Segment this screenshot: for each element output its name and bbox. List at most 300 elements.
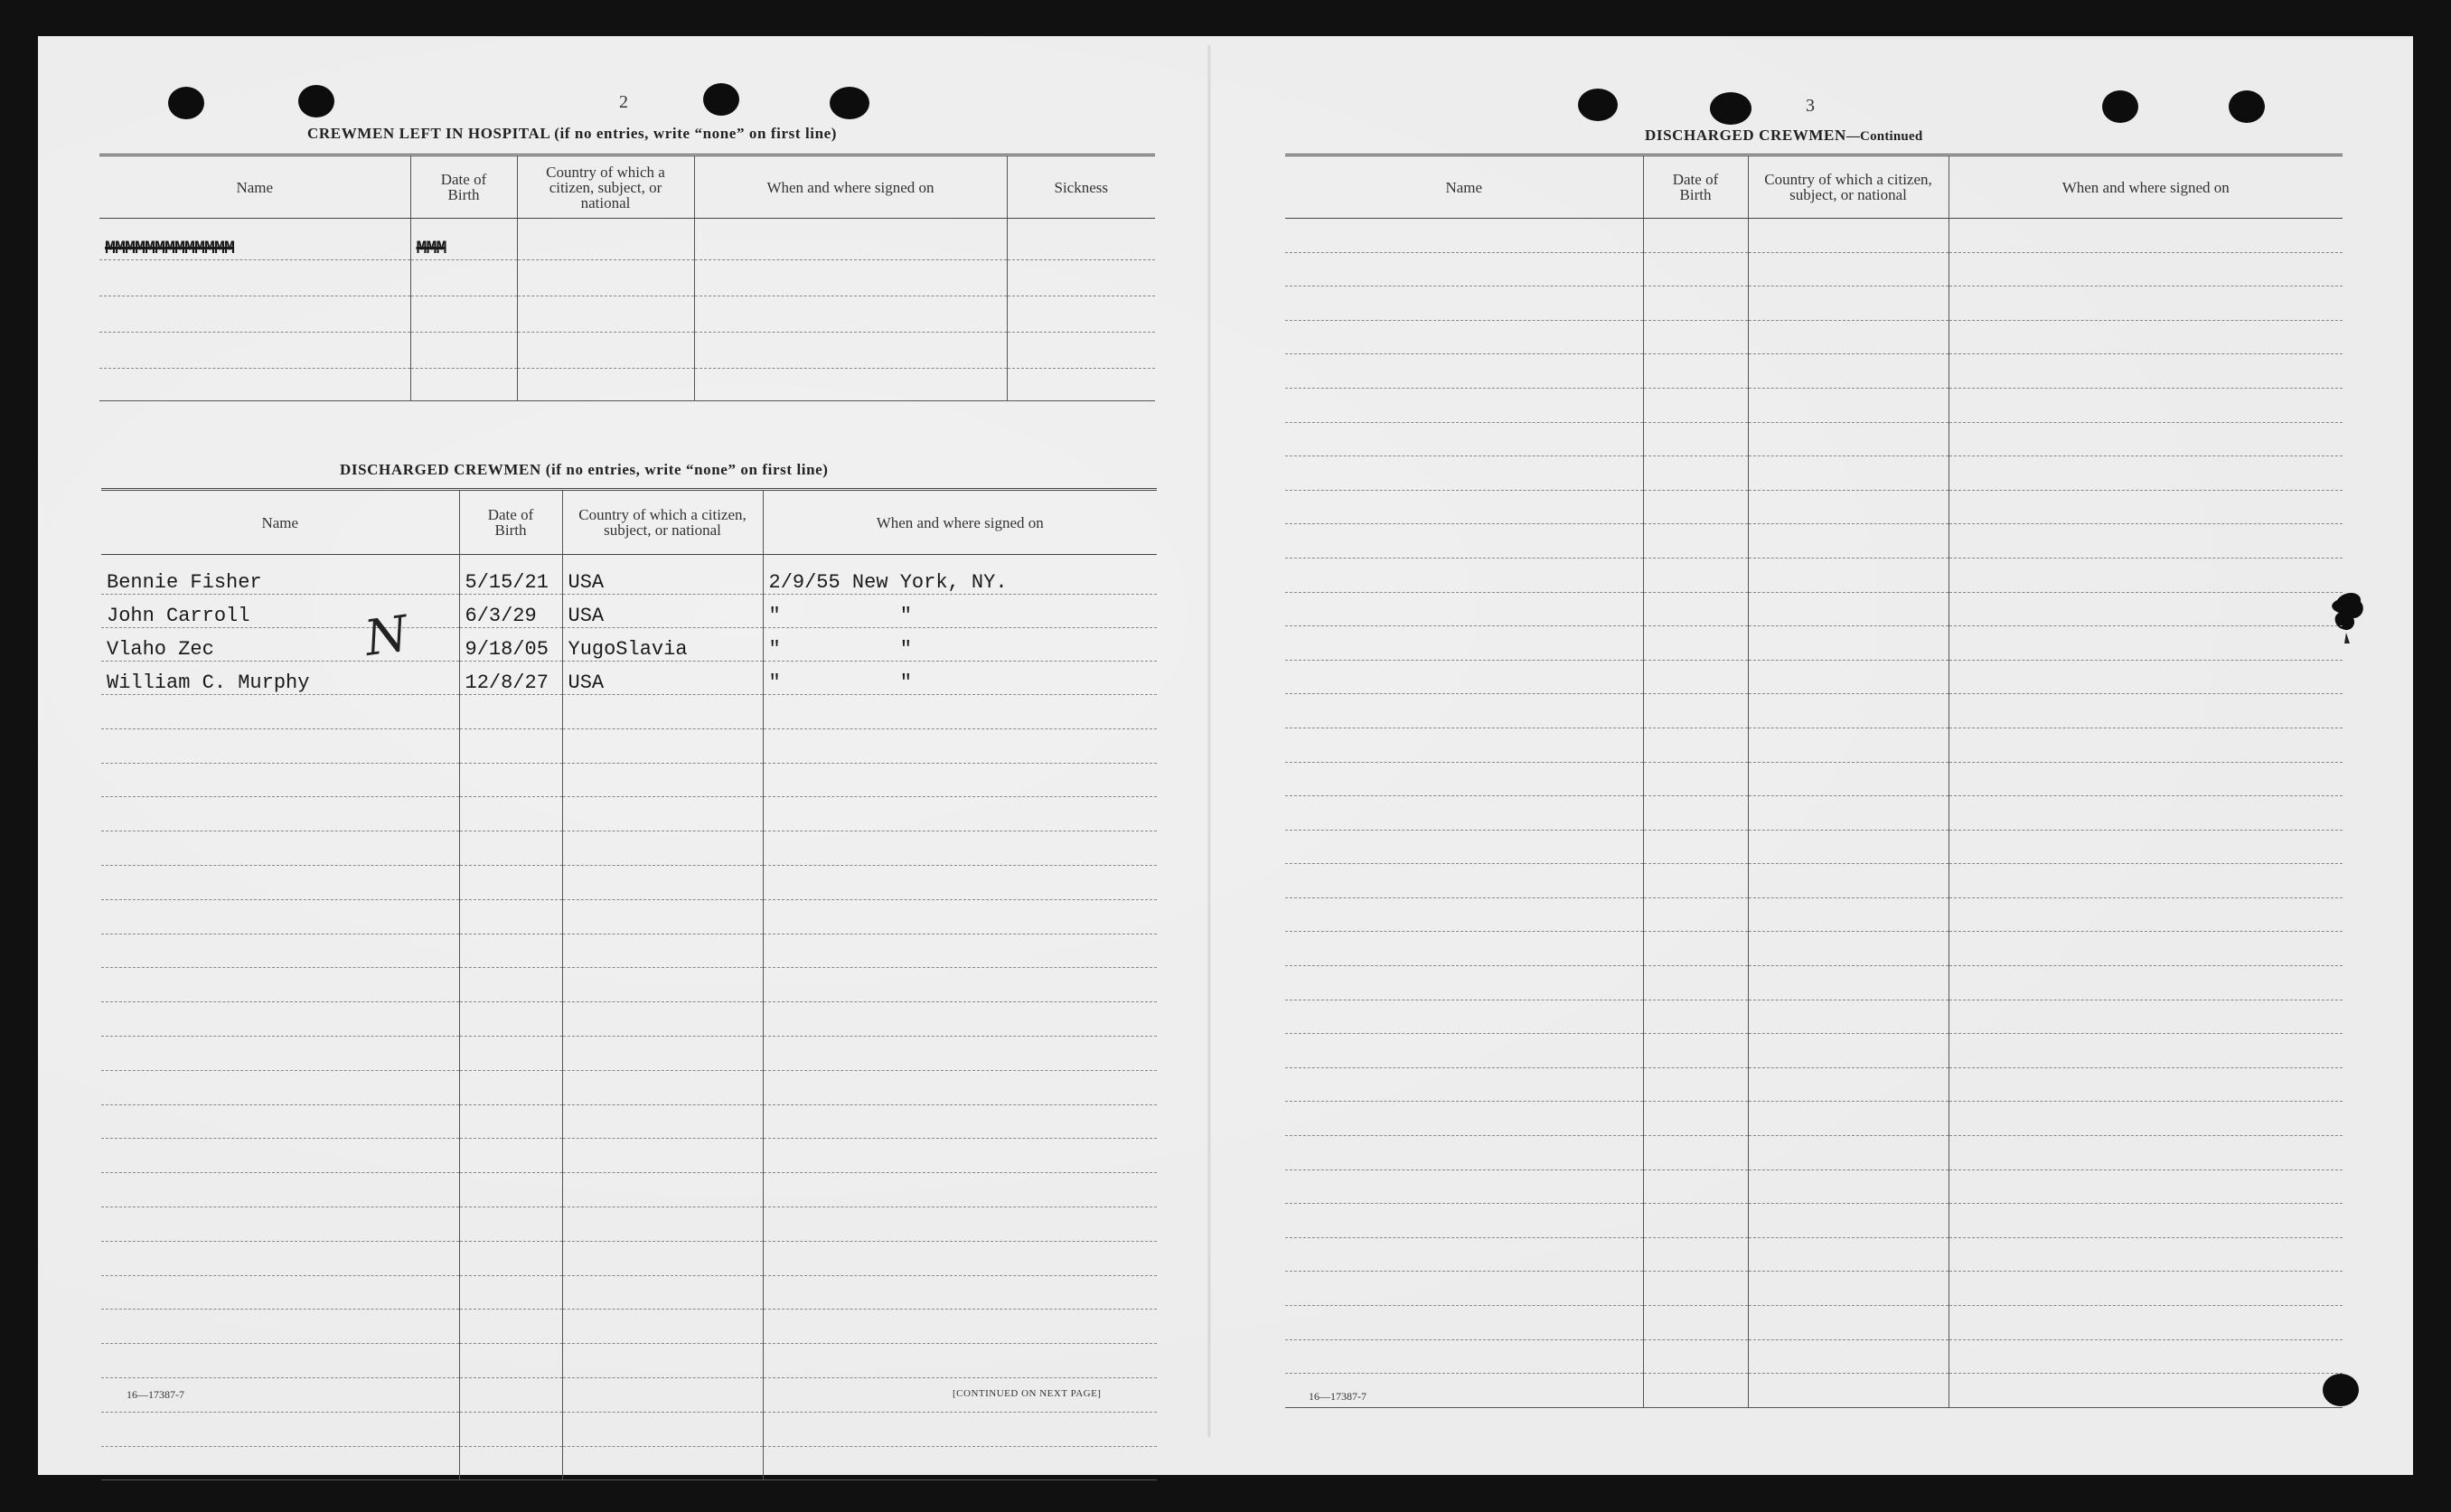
- blank-ruled-row: [101, 1412, 1157, 1446]
- discharged-table: [101, 488, 1157, 1480]
- blank-cell: [1285, 1204, 1643, 1238]
- blank-cell: [101, 1310, 459, 1344]
- blank-cell: [1643, 1136, 1748, 1170]
- blank-cell: [101, 865, 459, 899]
- blank-cell: [1748, 219, 1949, 253]
- blank-cell: [1285, 1067, 1643, 1102]
- blank-ruled-row: [1285, 320, 2343, 354]
- blank-cell: [1748, 1374, 1949, 1408]
- crew-country: USA: [562, 555, 763, 595]
- hospital-section-title: CREWMEN LEFT IN HOSPITAL (if no entries, write “none” on first line): [307, 125, 838, 142]
- table-row: [99, 369, 1155, 401]
- blank-ruled-row: [1285, 252, 2343, 286]
- blank-cell: [1949, 1339, 2343, 1374]
- blank-cell: [1643, 728, 1748, 762]
- blank-ruled-row: [101, 899, 1157, 934]
- blank-ruled-row: [101, 968, 1157, 1002]
- blank-cell: [1748, 1067, 1949, 1102]
- blank-cell: [562, 1446, 763, 1480]
- blank-cell: [1643, 252, 1748, 286]
- blank-ruled-row: [1285, 762, 2343, 796]
- punch-hole: [2229, 90, 2265, 123]
- blank-cell: [101, 1139, 459, 1173]
- blank-cell: [562, 797, 763, 831]
- blank-cell: [1643, 1000, 1748, 1034]
- blank-cell: [1748, 762, 1949, 796]
- blank-cell: [1748, 626, 1949, 661]
- blank-cell: [1748, 1136, 1949, 1170]
- blank-cell: [562, 1002, 763, 1037]
- blank-cell: [562, 1412, 763, 1446]
- blank-cell: [763, 968, 1157, 1002]
- form-code-right: 16—17387-7: [1309, 1390, 1366, 1403]
- blank-cell: [1949, 456, 2343, 491]
- blank-cell: [459, 1036, 562, 1070]
- blank-cell: [1285, 592, 1643, 626]
- blank-cell: [562, 1241, 763, 1275]
- blank-ruled-row: [1285, 626, 2343, 661]
- blank-ruled-row: [1285, 354, 2343, 389]
- blank-cell: [1285, 1339, 1643, 1374]
- crew-signed-on: " ": [763, 662, 1157, 695]
- blank-cell: [1949, 796, 2343, 831]
- crew-name: Vlaho Zec: [101, 628, 459, 662]
- blank-cell: [1949, 524, 2343, 559]
- blank-cell: [763, 831, 1157, 866]
- blank-cell: [1643, 897, 1748, 932]
- blank-ruled-row: [1285, 660, 2343, 694]
- blank-cell: [763, 1070, 1157, 1104]
- blank-cell: [101, 934, 459, 968]
- col-header-dob: Date of Birth: [410, 155, 517, 219]
- struck-dob: MMM: [416, 239, 446, 259]
- table-row: [101, 555, 1157, 595]
- blank-cell: [1949, 1237, 2343, 1272]
- table-row: [99, 333, 1155, 369]
- punch-hole: [830, 87, 869, 119]
- blank-ruled-row: [101, 1241, 1157, 1275]
- crew-signed-on: " ": [763, 628, 1157, 662]
- table-row: [99, 260, 1155, 296]
- blank-cell: [459, 1310, 562, 1344]
- blank-cell: [459, 728, 562, 763]
- crew-signed-on: " ": [763, 595, 1157, 628]
- blank-cell: [1748, 524, 1949, 559]
- blank-cell: [1285, 490, 1643, 524]
- blank-ruled-row: [1285, 1102, 2343, 1136]
- blank-cell: [1643, 966, 1748, 1000]
- blank-cell: [1748, 796, 1949, 831]
- blank-ruled-row: [1285, 1169, 2343, 1204]
- blank-cell: [1949, 490, 2343, 524]
- blank-cell: [1949, 864, 2343, 898]
- blank-cell: [1643, 1204, 1748, 1238]
- blank-cell: [1748, 1034, 1949, 1068]
- blank-cell: [1285, 558, 1643, 592]
- blank-cell: [1949, 354, 2343, 389]
- blank-cell: [1643, 219, 1748, 253]
- crew-country: YugoSlavia: [562, 628, 763, 662]
- blank-cell: [763, 899, 1157, 934]
- blank-cell: [1285, 626, 1643, 661]
- blank-cell: [101, 1173, 459, 1207]
- crew-dob: 5/15/21: [459, 555, 562, 595]
- punch-hole: [1578, 89, 1618, 121]
- col-header-signed-on: When and where signed on: [763, 490, 1157, 555]
- blank-cell: [562, 1173, 763, 1207]
- crew-name: Bennie Fisher: [101, 555, 459, 595]
- blank-cell: [1643, 626, 1748, 661]
- blank-cell: [1285, 354, 1643, 389]
- blank-cell: [1748, 490, 1949, 524]
- blank-cell: [1285, 1169, 1643, 1204]
- blank-cell: [1285, 694, 1643, 728]
- blank-cell: [1949, 592, 2343, 626]
- blank-cell: [562, 831, 763, 866]
- blank-ruled-row: [101, 1310, 1157, 1344]
- blank-ruled-row: [101, 831, 1157, 866]
- blank-cell: [1643, 1034, 1748, 1068]
- blank-cell: [763, 934, 1157, 968]
- blank-cell: [763, 1241, 1157, 1275]
- blank-ruled-row: [1285, 456, 2343, 491]
- table-row: [99, 219, 1155, 260]
- blank-cell: [101, 1002, 459, 1037]
- blank-cell: [459, 1139, 562, 1173]
- blank-cell: [459, 797, 562, 831]
- punch-hole: [298, 85, 334, 117]
- blank-cell: [459, 1344, 562, 1378]
- blank-ruled-row: [101, 728, 1157, 763]
- blank-cell: [1643, 320, 1748, 354]
- blank-ruled-row: [101, 865, 1157, 899]
- blank-cell: [763, 695, 1157, 729]
- blank-cell: [1643, 1374, 1748, 1408]
- blank-ruled-row: [1285, 864, 2343, 898]
- blank-cell: [101, 1104, 459, 1139]
- blank-ruled-row: [1285, 1272, 2343, 1306]
- page-number-right: 3: [1806, 96, 1815, 116]
- blank-cell: [562, 728, 763, 763]
- blank-cell: [1748, 1102, 1949, 1136]
- blank-cell: [459, 1104, 562, 1139]
- blank-cell: [562, 899, 763, 934]
- center-fold: [1207, 45, 1211, 1437]
- blank-cell: [101, 797, 459, 831]
- col-header-country: Country of which a citizen, subject, or national: [1748, 155, 1949, 219]
- blank-cell: [101, 1241, 459, 1275]
- blank-ruled-row: [1285, 932, 2343, 966]
- blank-cell: [1748, 456, 1949, 491]
- blank-cell: [1949, 388, 2343, 422]
- blank-cell: [1285, 219, 1643, 253]
- blank-cell: [1748, 592, 1949, 626]
- col-header-signed-on: When and where signed on: [694, 155, 1007, 219]
- blank-cell: [1285, 1272, 1643, 1306]
- blank-cell: [763, 1036, 1157, 1070]
- blank-cell: [101, 1207, 459, 1241]
- col-header-country: Country of which a citizen, subject, or national: [562, 490, 763, 555]
- blank-cell: [1285, 932, 1643, 966]
- blank-cell: [1643, 932, 1748, 966]
- blank-cell: [459, 1377, 562, 1412]
- table-row: [101, 662, 1157, 695]
- blank-cell: [101, 1412, 459, 1446]
- blank-cell: [101, 1344, 459, 1378]
- blank-cell: [1748, 660, 1949, 694]
- blank-ruled-row: [1285, 1339, 2343, 1374]
- col-header-name: Name: [1285, 155, 1643, 219]
- blank-cell: [1285, 1306, 1643, 1340]
- blank-cell: [763, 728, 1157, 763]
- blank-cell: [1748, 1272, 1949, 1306]
- blank-ruled-row: [1285, 592, 2343, 626]
- blank-ruled-row: [101, 1139, 1157, 1173]
- blank-cell: [1949, 830, 2343, 864]
- col-header-dob: Date of Birth: [459, 490, 562, 555]
- crew-country: USA: [562, 595, 763, 628]
- crew-signed-on: 2/9/55 New York, NY.: [763, 555, 1157, 595]
- table-row: [101, 628, 1157, 662]
- continued-discharged-table: [1285, 154, 2343, 1408]
- blank-cell: [1949, 1374, 2343, 1408]
- blank-cell: [459, 1207, 562, 1241]
- blank-cell: [459, 865, 562, 899]
- blank-ruled-row: [101, 1104, 1157, 1139]
- blank-ruled-row: [1285, 694, 2343, 728]
- blank-cell: [1748, 1306, 1949, 1340]
- blank-cell: [1643, 1169, 1748, 1204]
- blank-cell: [1949, 1169, 2343, 1204]
- col-header-name: Name: [101, 490, 459, 555]
- discharged-section-title: DISCHARGED CREWMEN (if no entries, write “none” on first line): [340, 461, 829, 478]
- blank-cell: [459, 899, 562, 934]
- blank-cell: [1643, 456, 1748, 491]
- blank-cell: [763, 1446, 1157, 1480]
- blank-ruled-row: [101, 1344, 1157, 1378]
- blank-cell: [459, 1241, 562, 1275]
- blank-cell: [1643, 1339, 1748, 1374]
- blank-cell: [101, 1446, 459, 1480]
- blank-ruled-row: [1285, 966, 2343, 1000]
- page-number-left: 2: [619, 92, 628, 112]
- blank-cell: [1285, 1237, 1643, 1272]
- blank-cell: [101, 831, 459, 866]
- blank-cell: [562, 1377, 763, 1412]
- blank-cell: [1285, 966, 1643, 1000]
- blank-cell: [1748, 1169, 1949, 1204]
- blank-ruled-row: [1285, 1000, 2343, 1034]
- blank-cell: [1949, 762, 2343, 796]
- col-header-signed-on: When and where signed on: [1949, 155, 2343, 219]
- right-title-suffix: —Continued: [1845, 129, 1923, 144]
- blank-cell: [1748, 932, 1949, 966]
- blank-cell: [1643, 1306, 1748, 1340]
- blank-cell: [101, 1070, 459, 1104]
- blank-cell: [1643, 1102, 1748, 1136]
- blank-cell: [1748, 320, 1949, 354]
- blank-cell: [1949, 626, 2343, 661]
- blank-cell: [459, 968, 562, 1002]
- blank-cell: [459, 1173, 562, 1207]
- blank-cell: [1285, 286, 1643, 321]
- blank-cell: [1285, 1136, 1643, 1170]
- crew-dob: 12/8/27: [459, 662, 562, 695]
- crew-name: John Carroll: [101, 595, 459, 628]
- blank-cell: [763, 1412, 1157, 1446]
- blank-cell: [1748, 354, 1949, 389]
- blank-cell: [763, 1139, 1157, 1173]
- blank-cell: [1285, 1000, 1643, 1034]
- continued-note: [CONTINUED ON NEXT PAGE]: [953, 1388, 1102, 1399]
- blank-ruled-row: [101, 695, 1157, 729]
- blank-cell: [1643, 558, 1748, 592]
- blank-cell: [562, 695, 763, 729]
- blank-cell: [763, 797, 1157, 831]
- blank-cell: [763, 1275, 1157, 1310]
- blank-ruled-row: [1285, 422, 2343, 456]
- blank-cell: [1643, 490, 1748, 524]
- blank-cell: [1949, 1136, 2343, 1170]
- blank-cell: [1285, 796, 1643, 831]
- blank-cell: [763, 1173, 1157, 1207]
- col-header-dob: Date of Birth: [1643, 155, 1748, 219]
- blank-ruled-row: [101, 1446, 1157, 1480]
- blank-cell: [562, 1036, 763, 1070]
- blank-cell: [1285, 524, 1643, 559]
- col-header-name: Name: [99, 155, 410, 219]
- blank-cell: [459, 934, 562, 968]
- hospital-table: [99, 154, 1155, 401]
- blank-cell: [763, 763, 1157, 797]
- blank-cell: [1643, 660, 1748, 694]
- blank-cell: [562, 1104, 763, 1139]
- blank-cell: [562, 1310, 763, 1344]
- blank-cell: [1643, 524, 1748, 559]
- blank-cell: [1748, 558, 1949, 592]
- blank-cell: [763, 1344, 1157, 1378]
- blank-cell: [1643, 422, 1748, 456]
- blank-ruled-row: [1285, 1306, 2343, 1340]
- blank-cell: [1949, 897, 2343, 932]
- blank-ruled-row: [1285, 388, 2343, 422]
- blank-cell: [1285, 388, 1643, 422]
- blank-ruled-row: [101, 797, 1157, 831]
- col-header-country: Country of which a citizen, subject, or national: [517, 155, 694, 219]
- blank-cell: [101, 728, 459, 763]
- blank-cell: [562, 1275, 763, 1310]
- blank-cell: [1643, 1067, 1748, 1102]
- blank-cell: [101, 763, 459, 797]
- blank-ruled-row: [1285, 830, 2343, 864]
- blank-cell: [1748, 1237, 1949, 1272]
- blank-cell: [1949, 1067, 2343, 1102]
- blank-cell: [1748, 252, 1949, 286]
- blank-cell: [1643, 354, 1748, 389]
- blank-cell: [1643, 1272, 1748, 1306]
- blank-cell: [1949, 286, 2343, 321]
- blank-cell: [1748, 728, 1949, 762]
- blank-cell: [459, 831, 562, 866]
- crew-dob: 9/18/05: [459, 628, 562, 662]
- blank-ruled-row: [1285, 558, 2343, 592]
- blank-cell: [1949, 219, 2343, 253]
- blank-ruled-row: [101, 1070, 1157, 1104]
- blank-cell: [562, 763, 763, 797]
- blank-ruled-row: [1285, 490, 2343, 524]
- blank-ruled-row: [1285, 286, 2343, 321]
- blank-cell: [459, 763, 562, 797]
- blank-cell: [459, 1275, 562, 1310]
- blank-ruled-row: [1285, 1237, 2343, 1272]
- blank-cell: [459, 695, 562, 729]
- blank-cell: [1643, 830, 1748, 864]
- punch-hole: [168, 87, 204, 119]
- blank-cell: [459, 1070, 562, 1104]
- blank-cell: [1285, 830, 1643, 864]
- punch-hole: [1710, 92, 1751, 125]
- blank-cell: [1949, 422, 2343, 456]
- blank-cell: [1949, 558, 2343, 592]
- blank-cell: [459, 1412, 562, 1446]
- blank-cell: [1748, 1000, 1949, 1034]
- blank-cell: [1949, 252, 2343, 286]
- blank-ruled-row: [101, 934, 1157, 968]
- blank-cell: [562, 1207, 763, 1241]
- blank-cell: [1949, 932, 2343, 966]
- blank-ruled-row: [1285, 897, 2343, 932]
- blank-cell: [1748, 388, 1949, 422]
- blank-ruled-row: [1285, 1204, 2343, 1238]
- blank-cell: [1285, 252, 1643, 286]
- blank-cell: [101, 968, 459, 1002]
- blank-cell: [562, 1070, 763, 1104]
- blank-cell: [1748, 422, 1949, 456]
- blank-cell: [459, 1002, 562, 1037]
- blank-cell: [101, 899, 459, 934]
- blank-cell: [562, 1139, 763, 1173]
- blank-ruled-row: [1285, 1136, 2343, 1170]
- blank-ruled-row: [1285, 728, 2343, 762]
- blank-cell: [562, 934, 763, 968]
- blank-cell: [763, 1002, 1157, 1037]
- blank-cell: [1643, 762, 1748, 796]
- blank-ruled-row: [1285, 796, 2343, 831]
- col-header-sickness: Sickness: [1007, 155, 1155, 219]
- handwritten-mark: N: [361, 605, 412, 667]
- blank-cell: [1748, 286, 1949, 321]
- table-row: [99, 296, 1155, 333]
- blank-cell: [1643, 286, 1748, 321]
- blank-ruled-row: [1285, 1067, 2343, 1102]
- blank-cell: [1643, 864, 1748, 898]
- blank-cell: [1748, 1339, 1949, 1374]
- blank-cell: [1285, 1102, 1643, 1136]
- blank-cell: [1949, 1034, 2343, 1068]
- blank-cell: [562, 865, 763, 899]
- blank-ruled-row: [101, 1275, 1157, 1310]
- blank-cell: [1285, 456, 1643, 491]
- blank-cell: [1643, 388, 1748, 422]
- blank-ruled-row: [101, 1002, 1157, 1037]
- blank-cell: [101, 1275, 459, 1310]
- blank-ruled-row: [101, 1036, 1157, 1070]
- blank-cell: [763, 1310, 1157, 1344]
- blank-cell: [1285, 728, 1643, 762]
- blank-cell: [1643, 694, 1748, 728]
- blank-cell: [1285, 660, 1643, 694]
- blank-cell: [1643, 796, 1748, 831]
